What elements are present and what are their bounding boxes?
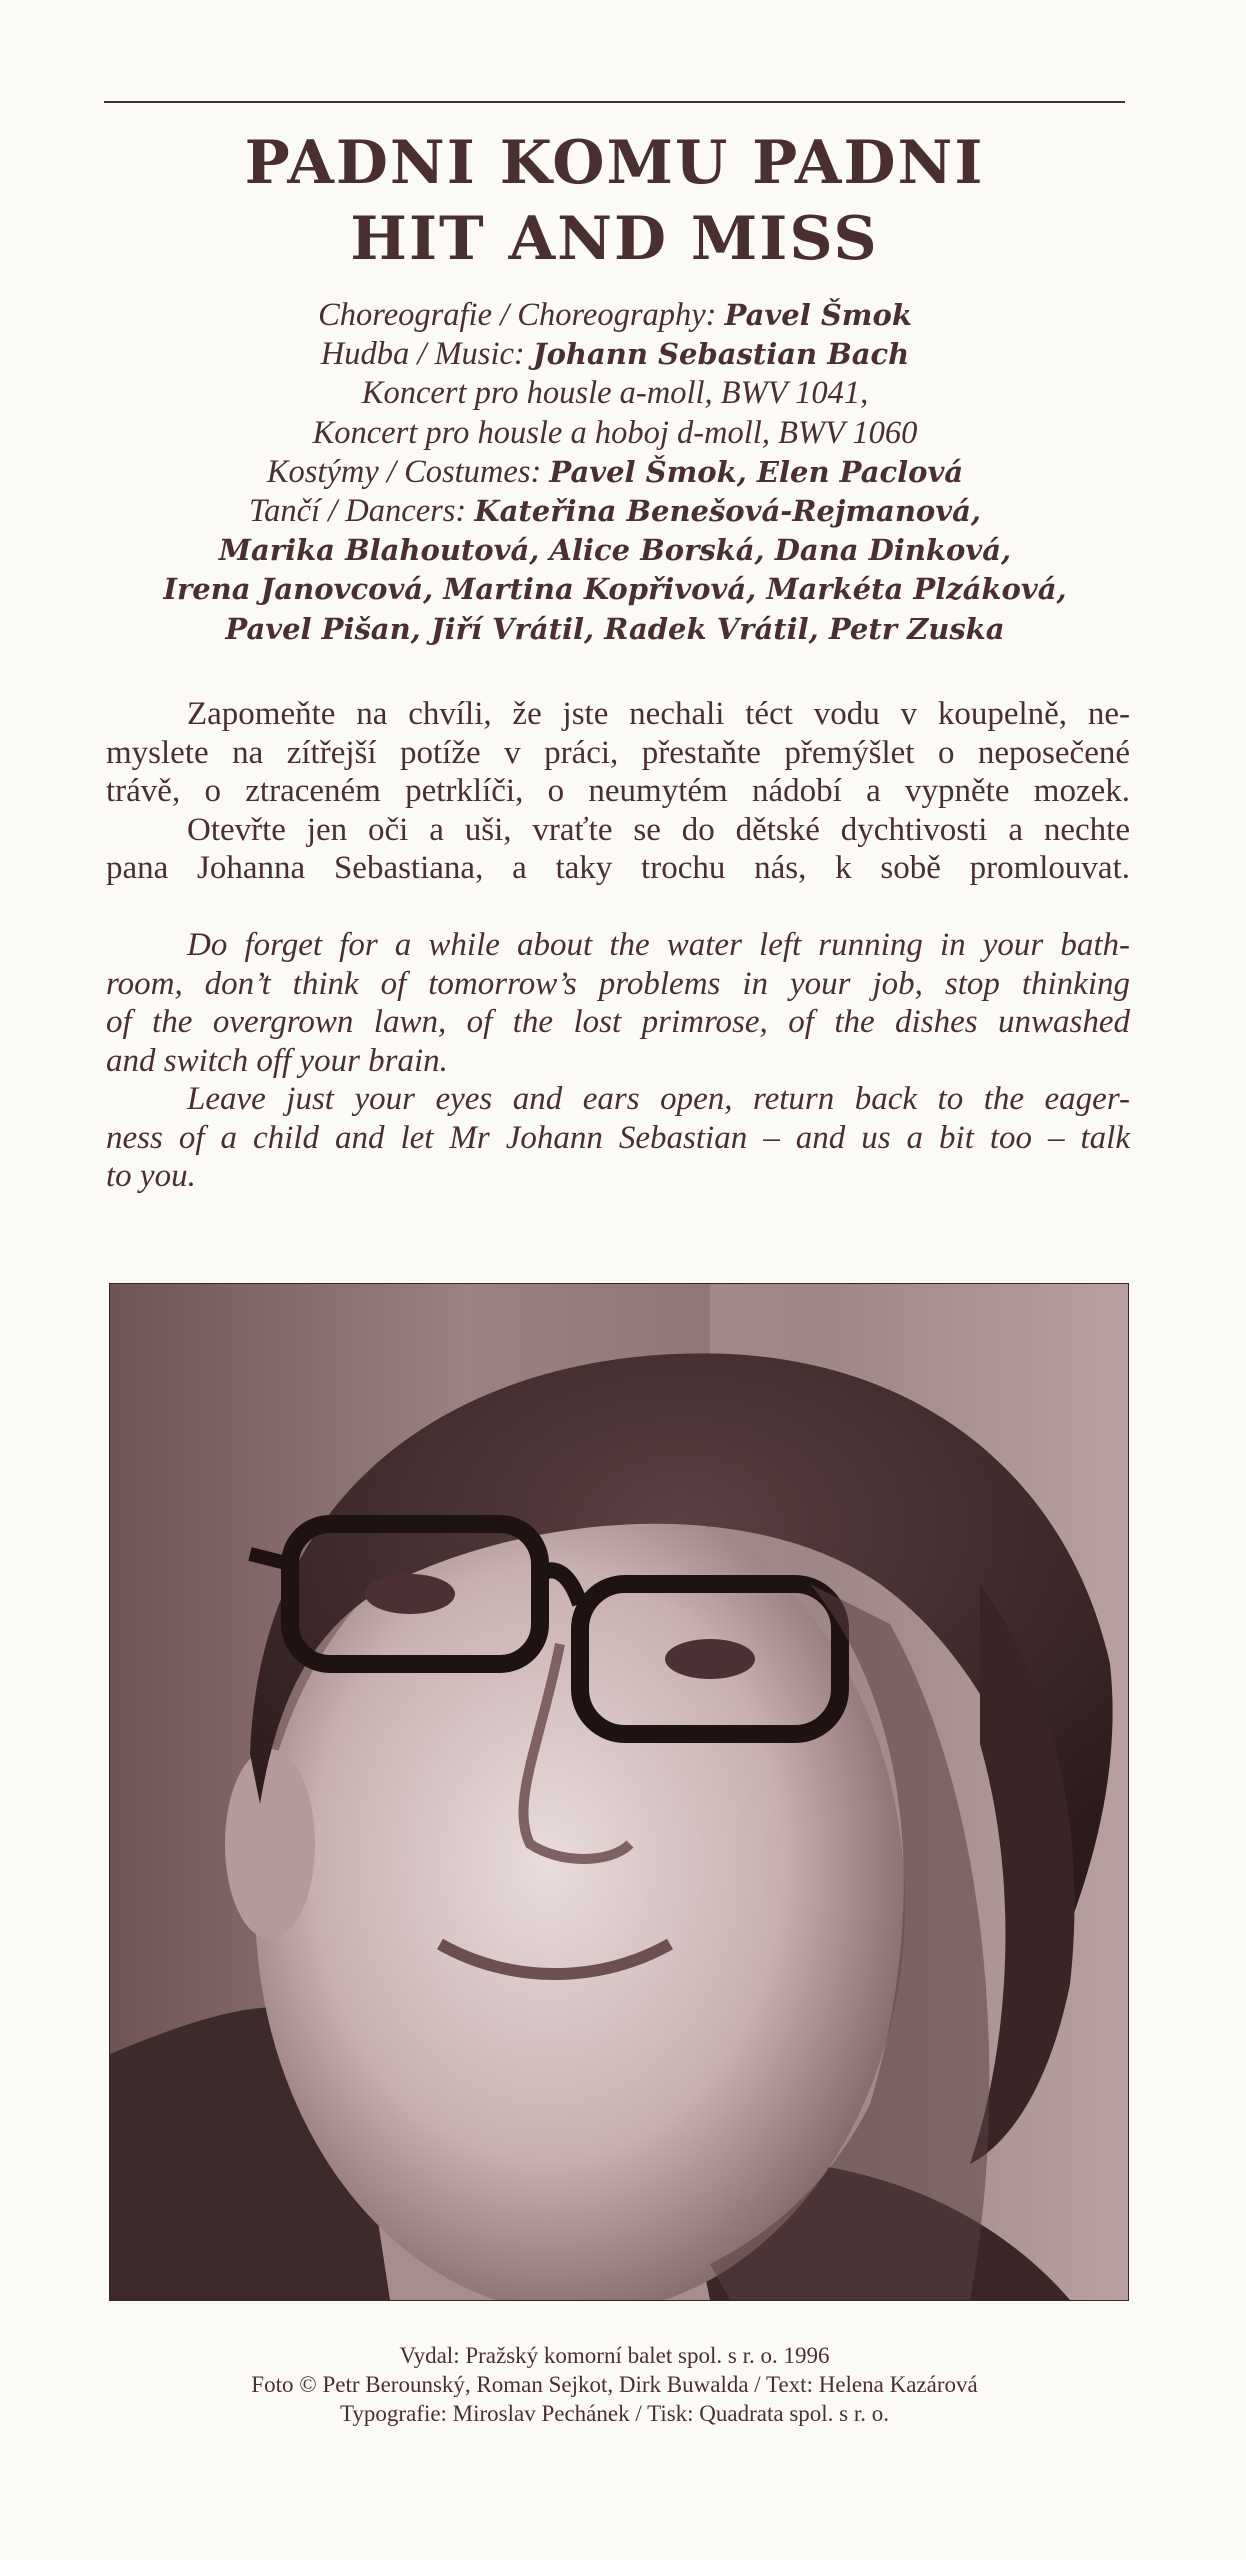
- credit-label: Tančí / Dancers:: [248, 493, 467, 530]
- top-rule: [104, 101, 1125, 103]
- dancers-line: Pavel Pišan, Jiří Vrátil, Radek Vrátil, Petr Zuska: [225, 611, 1005, 646]
- credit-label: Hudba / Music:: [320, 336, 525, 373]
- credits-block: [100, 296, 1130, 649]
- czech-paragraph: [106, 695, 1130, 888]
- text-line: Do forget for a while about the water left running in your bath-: [187, 927, 1130, 963]
- colophon-line: Vydal: Pražský komorní balet spol. s r. o. 1996: [399, 2343, 830, 2368]
- english-paragraph: [106, 926, 1130, 1196]
- text-line: Otevřte jen oči a uši, vraťte se do dětské dychtivosti a nechte: [187, 811, 1130, 848]
- eye-left: [365, 1574, 455, 1614]
- colophon-line: Typografie: Miroslav Pechánek / Tisk: Quadrata spol. s r. o.: [339, 2401, 890, 2426]
- text-line: of the overgrown lawn, of the lost primrose, of the dishes unwashed: [106, 1004, 1130, 1040]
- text-line: and switch off your brain.: [106, 1042, 448, 1079]
- text-line: pana Johanna Sebastiana, a taky trochu nás, k sobě promlouvat.: [106, 850, 1130, 886]
- text-line: trávě, o ztraceném petrklíči, o neumytém nádobí a vypněte mozek.: [106, 773, 1130, 809]
- text-line: Zapomeňte na chvíli, že jste nechali téct vodu v koupelně, ne-: [187, 696, 1130, 732]
- dancers-line: Marika Blahoutová, Alice Borská, Dana Dinková,: [218, 533, 1012, 568]
- credit-name: Pavel Šmok, Elen Paclová: [549, 454, 964, 489]
- colophon-line: Foto © Petr Berounský, Roman Sejkot, Dirk Buwalda / Text: Helena Kazárová: [251, 2372, 978, 2397]
- credit-choreography: [100, 296, 1130, 335]
- colophon: [104, 2341, 1125, 2428]
- text-line: ness of a child and let Mr Johann Sebastian – and us a bit too – talk: [106, 1119, 1130, 1156]
- portrait-photo-icon: [110, 1284, 1128, 2300]
- portrait-photo: [109, 1283, 1129, 2301]
- eye-right: [665, 1639, 755, 1679]
- credit-dancers: [100, 492, 1130, 531]
- text-line: myslete na zítřejší potíže v práci, přestaňte přemýšlet o neposečené: [106, 734, 1130, 771]
- ear: [225, 1749, 315, 1939]
- credit-label: Choreografie / Choreography:: [318, 297, 717, 333]
- dancers-line: Irena Janovcová, Martina Kopřivová, Markéta Plzáková,: [163, 572, 1067, 607]
- credit-name: Johann Sebastian Bach: [532, 337, 910, 372]
- credit-name: Pavel Šmok: [724, 298, 912, 332]
- title-czech: PADNI KOMU PADNI: [244, 128, 985, 198]
- credit-work: Koncert pro housle a-moll, BWV 1041,: [361, 375, 869, 412]
- credit-music: [100, 335, 1130, 374]
- credit-costumes: [100, 453, 1130, 492]
- credit-work: Koncert pro housle a hoboj d-moll, BWV 1060: [312, 414, 918, 451]
- text-line: room, don’t think of tomorrow’s problems in your job, stop thinking: [106, 965, 1130, 1002]
- credit-name: Kateřina Benešová-Rejmanová,: [474, 494, 982, 529]
- text-line: Leave just your eyes and ears open, return back to the eager-: [187, 1081, 1130, 1117]
- credit-label: Kostýmy / Costumes:: [266, 453, 542, 490]
- text-line: to you.: [106, 1158, 196, 1194]
- glasses-arm: [250, 1554, 290, 1564]
- title-english: HIT AND MISS: [350, 204, 879, 274]
